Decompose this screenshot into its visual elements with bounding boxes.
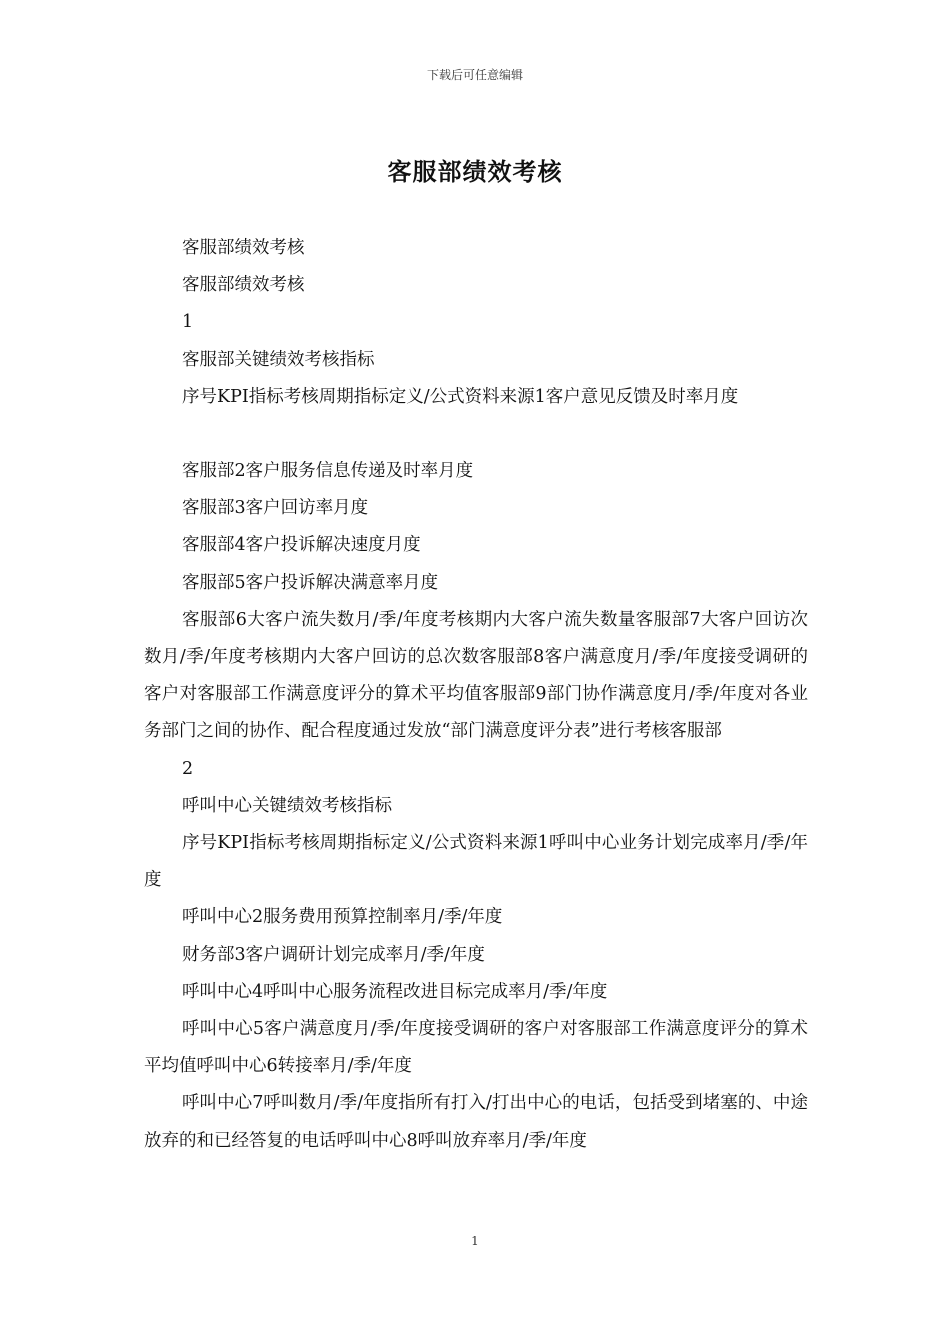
paragraph-11: 呼叫中心5客户满意度月/季/年度接受调研的客户对客服部工作满意度评分的算术平均值呼叫中心6转接率月/季/年度 <box>144 1019 808 1077</box>
section-number-1: 1 <box>182 312 194 333</box>
paragraph-9: 财务部3客户调研计划完成率月/季/年度 <box>182 944 485 965</box>
paragraph-8: 呼叫中心2服务费用预算控制率月/季/年度 <box>182 907 503 928</box>
paragraph-10: 呼叫中心4呼叫中心服务流程改进目标完成率月/季/年度 <box>182 981 608 1002</box>
paragraph-table-header-1: 序号KPI指标考核周期指标定义/公式资料来源1客户意见反馈及时率月度 <box>182 386 739 407</box>
page-header: 下载后可任意编辑 <box>426 68 523 82</box>
blank-line <box>144 416 808 453</box>
document-body <box>144 230 808 1160</box>
paragraph-table-header-2: 序号KPI指标考核周期指标定义/公式资料来源1呼叫中心业务计划完成率月/季/年度 <box>144 833 808 891</box>
paragraph-2: 客服部绩效考核 <box>182 275 305 296</box>
page-number: 1 <box>471 1234 479 1248</box>
paragraph-6: 客服部5客户投诉解决满意率月度 <box>182 572 439 593</box>
paragraph-7: 客服部6大客户流失数月/季/年度考核期内大客户流失数量客服部7大客户回访次数月/季/年度考核期内大客户回访的总次数客服部8客户满意度月/季/年度接受调研的客户对客服部工作满意度评分的算术平均值客服部9部门协作满意度月/季/年度对各业务部门之间的协作、配合程度通过发放“部门满意度评分表”进行考核客服部 <box>144 609 808 742</box>
section-number-2: 2 <box>182 758 194 779</box>
section-heading-2: 呼叫中心关键绩效考核指标 <box>182 795 392 816</box>
paragraph-1: 客服部绩效考核 <box>182 238 305 258</box>
section-heading-1: 客服部关键绩效考核指标 <box>182 349 375 370</box>
paragraph-12: 呼叫中心7呼叫数月/季/年度指所有打入/打出中心的电话，包括受到堵塞的、中途放弃的和已经答复的电话呼叫中心8呼叫放弃率月/季/年度 <box>144 1093 808 1151</box>
paragraph-3: 客服部2客户服务信息传递及时率月度 <box>182 461 474 482</box>
paragraph-5: 客服部4客户投诉解决速度月度 <box>182 535 421 556</box>
paragraph-4: 客服部3客户回访率月度 <box>182 498 369 519</box>
document-title: 客服部绩效考核 <box>387 157 563 186</box>
